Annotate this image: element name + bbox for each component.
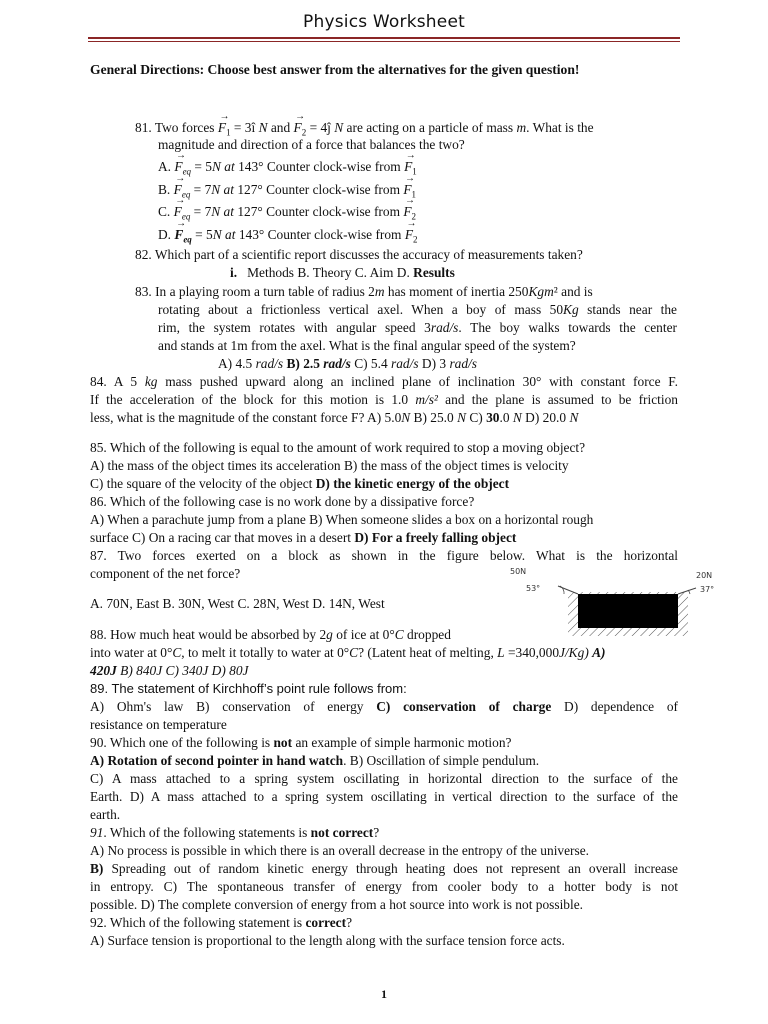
q82-options: i. Methods B. Theory C. Aim D. Results [230, 265, 455, 280]
left-angle-label: 53° [526, 584, 541, 593]
q83-options: A) 4.5 rad/s B) 2.5 rad/s C) 5.4 rad/s D) 3 rad/s [218, 356, 477, 371]
q84-line2: If the acceleration of the block for this motion is 1.0 m/s² and the plane is assumed to be friction [90, 392, 678, 407]
q81-line1: 81. Two forces → $F_1$ = 3î N and → $F_2$ = 4ĵ N are acting on a particle of mass m. What is the [135, 119, 677, 142]
q81-line2: magnitude and direction of a force that balances the two? [158, 137, 465, 152]
block [578, 594, 678, 628]
q89-options-line2: resistance on temperature [90, 717, 227, 732]
q86-question: 86. Which of the following case is no work done by a dissipative force? [90, 494, 475, 509]
q88-line3: 420J B) 840J C) 340J D) 80J [90, 663, 249, 678]
q90-question: 90. Which one of the following is not an example of simple harmonic motion? [90, 735, 512, 750]
q83-line3: rim, the system rotates with angular speed 3rad/s. The boy walks towards the center [158, 320, 677, 335]
general-directions: General Directions: Choose best answer from the alternatives for the given question! [90, 62, 580, 77]
q91-option-c: in entropy. C) The spontaneous transfer of energy from cooler body to a hotter body is not [90, 879, 678, 894]
q82-question: 82. Which part of a scientific report discusses the accuracy of measurements taken? [135, 247, 583, 262]
q81-option-c: C. → $F_{eq} = 7N$ at 127° Counter clock-wise from → $F_2$ [158, 203, 746, 226]
header-rule-thin [88, 41, 680, 42]
right-force-label: 20N [696, 571, 713, 580]
q91-question: 91. Which of the following statements is not correct? [90, 825, 380, 840]
q90-option-c: C) A mass attached to a spring system oscillating in horizontal direction to the surface of the [90, 771, 678, 786]
q90-option-d: Earth. D) A mass attached to a spring system oscillating in vertical direction to the surface of the [90, 789, 678, 804]
q91-option-d: possible. D) The complete conversion of energy from a hot source into work is not possible. [90, 897, 584, 912]
q85-options-ab: A) the mass of the object times its acceleration B) the mass of the object times is velocity [90, 458, 569, 473]
page-number: 1 [381, 987, 387, 1001]
q81-option-d: D. → $F_{eq} = 5N$ at 143° Counter clock-wise from → $F_2$ [158, 226, 746, 249]
q92-option-a: A) Surface tension is proportional to the length along with the surface tension force acts. [90, 933, 565, 948]
q91-option-a: A) No process is possible in which there is an overall decrease in the entropy of the universe. [90, 843, 590, 858]
q83-line1: 83. In a playing room a turn table of radius 2m has moment of inertia 250Kgm² and is [135, 284, 593, 299]
q84-line1: 84. A 5 kg mass pushed upward along an inclined plane of inclination 30° with constant force F. [90, 374, 679, 389]
q84-line3: less, what is the magnitude of the constant force F? A) 5.0N B) 25.0 N C) 30.0 N D) 20.0 N [90, 410, 579, 425]
q92-question: 92. Which of the following statement is correct? [90, 915, 353, 930]
q83-line4: and stands at 1m from the axel. What is the final angular speed of the system? [158, 338, 576, 353]
q86-options-ab: A) When a parachute jump from a plane B) When someone slides a box on a horizontal rough [90, 512, 594, 527]
q87-options: A. 70N, East B. 30N, West C. 28N, West D. 14N, West [90, 596, 385, 611]
q90-options-ab: A) Rotation of second pointer in hand watch. B) Oscillation of simple pendulum. [90, 753, 540, 768]
header-rule [88, 37, 680, 39]
q81-option-b: B. → $F_{eq} = 7N$ at 127° Counter clock-wise from → $F_1$ [158, 181, 746, 204]
page-title: Physics Worksheet [303, 12, 465, 32]
q91-option-b: B) Spreading out of random kinetic energy through heating does not represent an overall increase [90, 861, 678, 876]
q85-options-cd: C) the square of the velocity of the object D) the kinetic energy of the object [90, 476, 510, 491]
q87-line1: 87. Two forces exerted on a block as shown in the figure below. What is the horizontal [90, 548, 678, 563]
q85-question: 85. Which of the following is equal to the amount of work required to stop a moving object? [90, 440, 586, 455]
right-angle-label: 37° [700, 585, 715, 594]
q90-option-d-end: earth. [90, 807, 121, 822]
q83-line2: rotating about a frictionless vertical axel. When a boy of mass 50Kg stands near the [158, 302, 677, 317]
q89-question: 89. The statement of Kirchhoff’s point rule follows from: [90, 681, 407, 696]
q87-line2: component of the net force? [90, 566, 241, 581]
q86-options-cd: surface C) On a racing car that moves in a desert D) For a freely falling object [90, 530, 517, 545]
q81-option-a: A. → $F_{eq} = 5N$ at 143° Counter clock-wise from → $F_1$ [158, 158, 746, 181]
left-force-label: 50N [510, 567, 527, 576]
q89-options-line1: A) Ohm's law B) conservation of energy C) conservation of charge D) dependence of [90, 699, 678, 714]
q88-line1: 88. How much heat would be absorbed by 2g of ice at 0°C dropped [90, 627, 451, 642]
q88-line2: into water at 0°C, to melt it totally to water at 0°C? (Latent heat of melting, L =340,000J/Kg) A) [90, 645, 606, 660]
